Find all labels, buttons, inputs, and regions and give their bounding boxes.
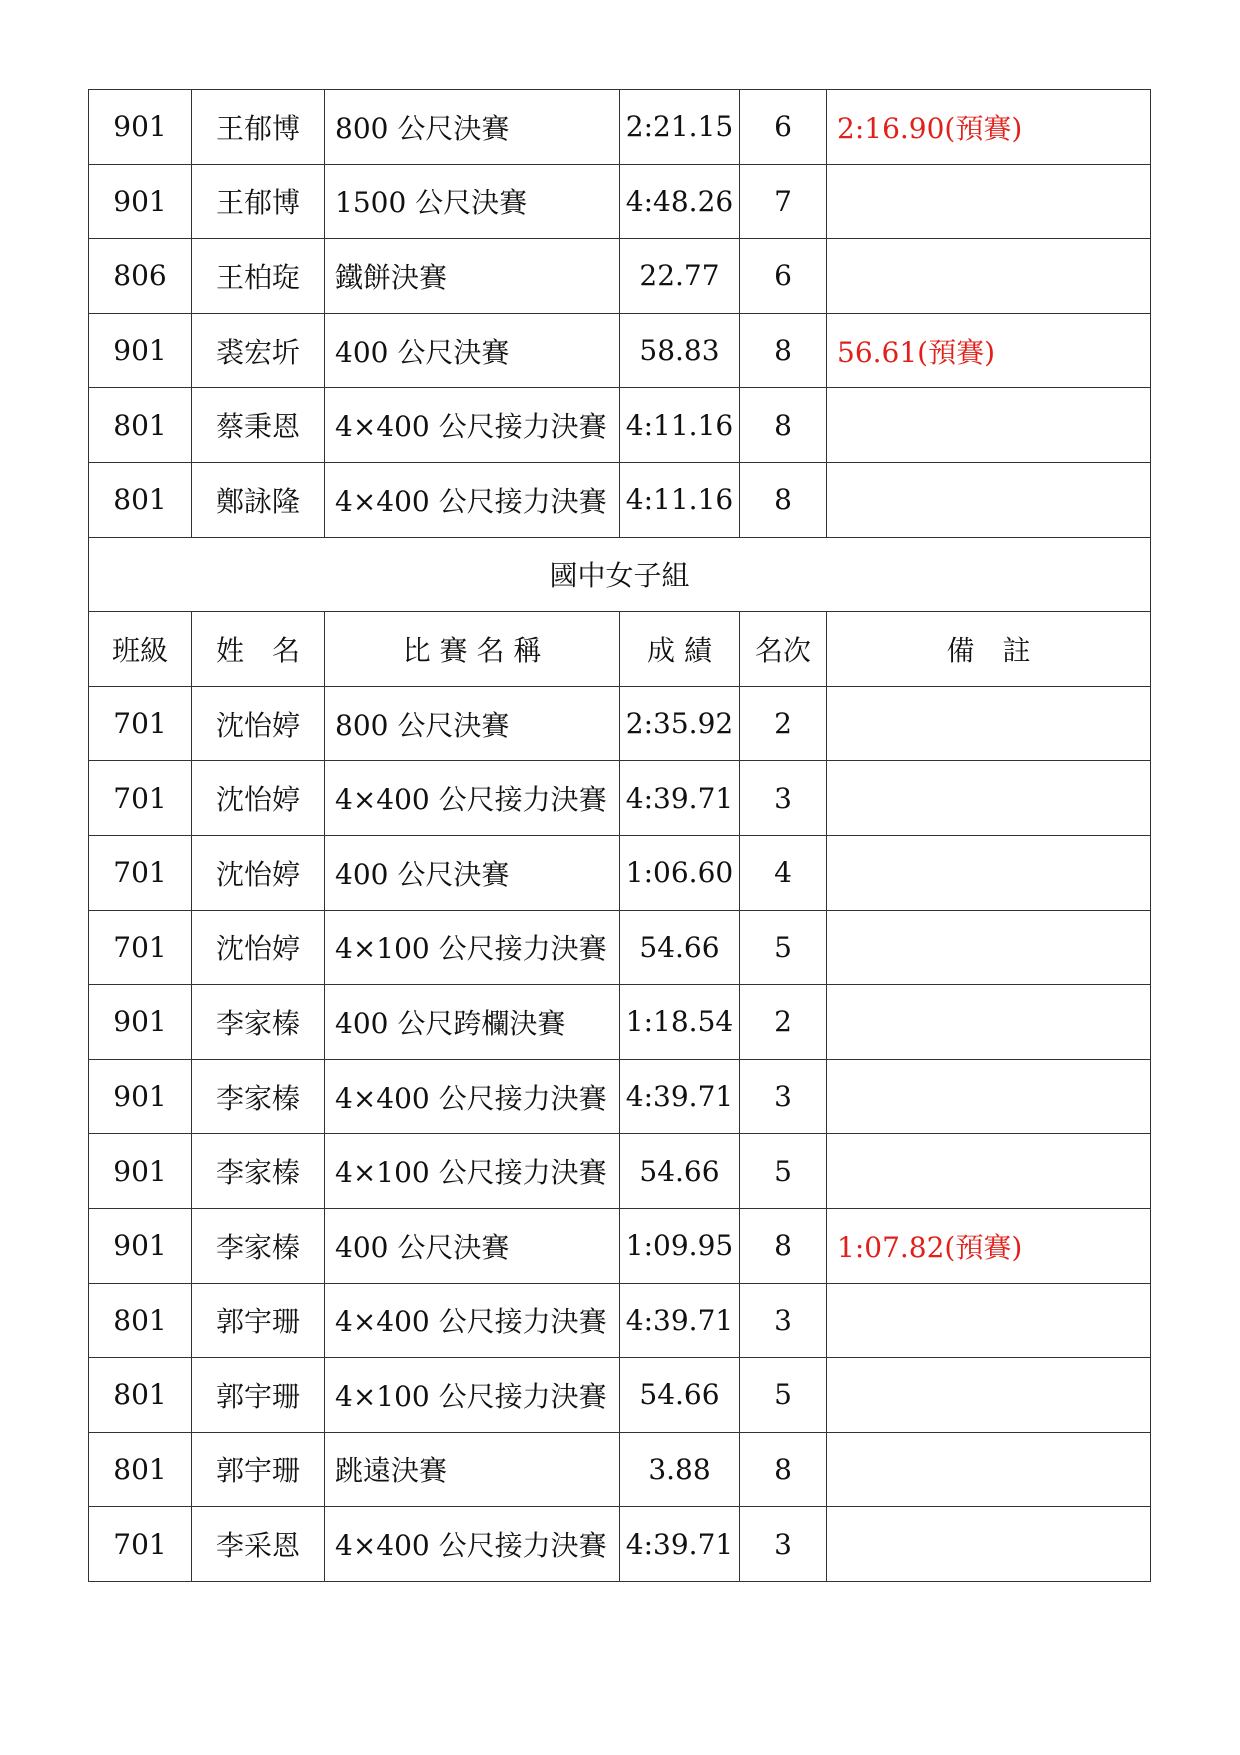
- event-cell: 400 公尺決賽: [325, 835, 620, 910]
- class-cell: 801: [89, 462, 192, 537]
- header-score: 成 績: [620, 612, 740, 687]
- score-cell: 4:11.16: [620, 462, 740, 537]
- name-cell: 李采恩: [192, 1507, 325, 1582]
- score-cell: 1:18.54: [620, 985, 740, 1060]
- note-cell: [827, 1134, 1151, 1209]
- rank-cell: 3: [740, 761, 827, 836]
- name-cell: 沈怡婷: [192, 761, 325, 836]
- class-cell: 701: [89, 910, 192, 985]
- class-cell: 901: [89, 164, 192, 239]
- score-cell: 3.88: [620, 1432, 740, 1507]
- table-row: [89, 686, 1151, 761]
- rank-cell: 3: [740, 1507, 827, 1582]
- table-row: [89, 1432, 1151, 1507]
- event-cell: 400 公尺決賽: [325, 1208, 620, 1283]
- score-cell: 4:39.71: [620, 1507, 740, 1582]
- score-cell: 54.66: [620, 910, 740, 985]
- table-row: [89, 1283, 1151, 1358]
- header-class: 班級: [89, 612, 192, 687]
- rank-cell: 5: [740, 910, 827, 985]
- rank-cell: 8: [740, 313, 827, 388]
- name-cell: 沈怡婷: [192, 686, 325, 761]
- note-cell: [827, 985, 1151, 1060]
- name-cell: 鄭詠隆: [192, 462, 325, 537]
- note-cell: [827, 239, 1151, 314]
- name-cell: 李家榛: [192, 1059, 325, 1134]
- table-row: [89, 164, 1151, 239]
- note-cell: [827, 835, 1151, 910]
- score-cell: 4:39.71: [620, 761, 740, 836]
- note-cell: [827, 1358, 1151, 1433]
- rank-cell: 2: [740, 985, 827, 1060]
- class-cell: 806: [89, 239, 192, 314]
- class-cell: 901: [89, 313, 192, 388]
- name-cell: 裘宏圻: [192, 313, 325, 388]
- name-cell: 蔡秉恩: [192, 388, 325, 463]
- table-row: [89, 1507, 1151, 1582]
- name-cell: 郭宇珊: [192, 1283, 325, 1358]
- note-cell: [827, 1059, 1151, 1134]
- rank-cell: 8: [740, 388, 827, 463]
- class-cell: 901: [89, 985, 192, 1060]
- section-title-row: [89, 537, 1151, 612]
- note-cell: [827, 462, 1151, 537]
- score-cell: 58.83: [620, 313, 740, 388]
- note-cell: [827, 1283, 1151, 1358]
- name-cell: 王郁博: [192, 164, 325, 239]
- rank-cell: 3: [740, 1059, 827, 1134]
- table-row: [89, 1059, 1151, 1134]
- class-cell: 901: [89, 1134, 192, 1209]
- rank-cell: 8: [740, 1432, 827, 1507]
- event-cell: 4×400 公尺接力決賽: [325, 1059, 620, 1134]
- rank-cell: 8: [740, 462, 827, 537]
- class-cell: 801: [89, 1358, 192, 1433]
- event-cell: 800 公尺決賽: [325, 686, 620, 761]
- score-cell: 1:09.95: [620, 1208, 740, 1283]
- rank-cell: 6: [740, 90, 827, 165]
- score-cell: 4:11.16: [620, 388, 740, 463]
- table-row: [89, 910, 1151, 985]
- class-cell: 801: [89, 1283, 192, 1358]
- class-cell: 901: [89, 90, 192, 165]
- score-cell: 2:21.15: [620, 90, 740, 165]
- boys-results-body: [89, 90, 1151, 538]
- note-cell: [827, 388, 1151, 463]
- note-cell: [827, 910, 1151, 985]
- table-row: [89, 90, 1151, 165]
- rank-cell: 2: [740, 686, 827, 761]
- rank-cell: 7: [740, 164, 827, 239]
- event-cell: 400 公尺決賽: [325, 313, 620, 388]
- header-note: 備 註: [827, 612, 1151, 687]
- score-cell: 4:48.26: [620, 164, 740, 239]
- class-cell: 901: [89, 1059, 192, 1134]
- note-cell: [827, 1432, 1151, 1507]
- event-cell: 4×400 公尺接力決賽: [325, 761, 620, 836]
- table-row: [89, 985, 1151, 1060]
- event-cell: 4×100 公尺接力決賽: [325, 1134, 620, 1209]
- header-event: 比 賽 名 稱: [325, 612, 620, 687]
- table-row: [89, 388, 1151, 463]
- class-cell: 801: [89, 388, 192, 463]
- rank-cell: 8: [740, 1208, 827, 1283]
- score-cell: 4:39.71: [620, 1059, 740, 1134]
- table-row: [89, 761, 1151, 836]
- table-row: [89, 835, 1151, 910]
- event-cell: 鐵餅決賽: [325, 239, 620, 314]
- note-cell: 56.61(預賽): [827, 313, 1151, 388]
- girls-results-body: [89, 686, 1151, 1581]
- table-row: [89, 1134, 1151, 1209]
- event-cell: 4×400 公尺接力決賽: [325, 388, 620, 463]
- note-cell: [827, 1507, 1151, 1582]
- score-cell: 2:35.92: [620, 686, 740, 761]
- rank-cell: 6: [740, 239, 827, 314]
- name-cell: 李家榛: [192, 1134, 325, 1209]
- note-cell: [827, 761, 1151, 836]
- score-cell: 54.66: [620, 1134, 740, 1209]
- event-cell: 4×400 公尺接力決賽: [325, 1507, 620, 1582]
- score-cell: 22.77: [620, 239, 740, 314]
- event-cell: 400 公尺跨欄決賽: [325, 985, 620, 1060]
- table-row: [89, 1208, 1151, 1283]
- score-cell: 1:06.60: [620, 835, 740, 910]
- name-cell: 沈怡婷: [192, 835, 325, 910]
- results-table: [88, 89, 1151, 1582]
- event-cell: 4×400 公尺接力決賽: [325, 1283, 620, 1358]
- class-cell: 701: [89, 686, 192, 761]
- event-cell: 800 公尺決賽: [325, 90, 620, 165]
- name-cell: 郭宇珊: [192, 1432, 325, 1507]
- class-cell: 801: [89, 1432, 192, 1507]
- event-cell: 1500 公尺決賽: [325, 164, 620, 239]
- name-cell: 王郁博: [192, 90, 325, 165]
- table-row: [89, 1358, 1151, 1433]
- name-cell: 郭宇珊: [192, 1358, 325, 1433]
- note-cell: [827, 164, 1151, 239]
- event-cell: 跳遠決賽: [325, 1432, 620, 1507]
- score-cell: 54.66: [620, 1358, 740, 1433]
- name-cell: 沈怡婷: [192, 910, 325, 985]
- rank-cell: 5: [740, 1358, 827, 1433]
- score-cell: 4:39.71: [620, 1283, 740, 1358]
- note-cell: [827, 686, 1151, 761]
- rank-cell: 3: [740, 1283, 827, 1358]
- name-cell: 李家榛: [192, 1208, 325, 1283]
- table-row: [89, 313, 1151, 388]
- class-cell: 701: [89, 1507, 192, 1582]
- girls-section: [89, 537, 1151, 686]
- header-name: 姓 名: [192, 612, 325, 687]
- note-cell: 1:07.82(預賽): [827, 1208, 1151, 1283]
- rank-cell: 4: [740, 835, 827, 910]
- event-cell: 4×100 公尺接力決賽: [325, 1358, 620, 1433]
- table-row: [89, 239, 1151, 314]
- event-cell: 4×400 公尺接力決賽: [325, 462, 620, 537]
- header-rank: 名次: [740, 612, 827, 687]
- rank-cell: 5: [740, 1134, 827, 1209]
- class-cell: 901: [89, 1208, 192, 1283]
- table-row: [89, 462, 1151, 537]
- header-row: [89, 612, 1151, 687]
- event-cell: 4×100 公尺接力決賽: [325, 910, 620, 985]
- class-cell: 701: [89, 761, 192, 836]
- class-cell: 701: [89, 835, 192, 910]
- section-title: 國中女子組: [89, 537, 1151, 612]
- name-cell: 王柏琁: [192, 239, 325, 314]
- note-cell: 2:16.90(預賽): [827, 90, 1151, 165]
- name-cell: 李家榛: [192, 985, 325, 1060]
